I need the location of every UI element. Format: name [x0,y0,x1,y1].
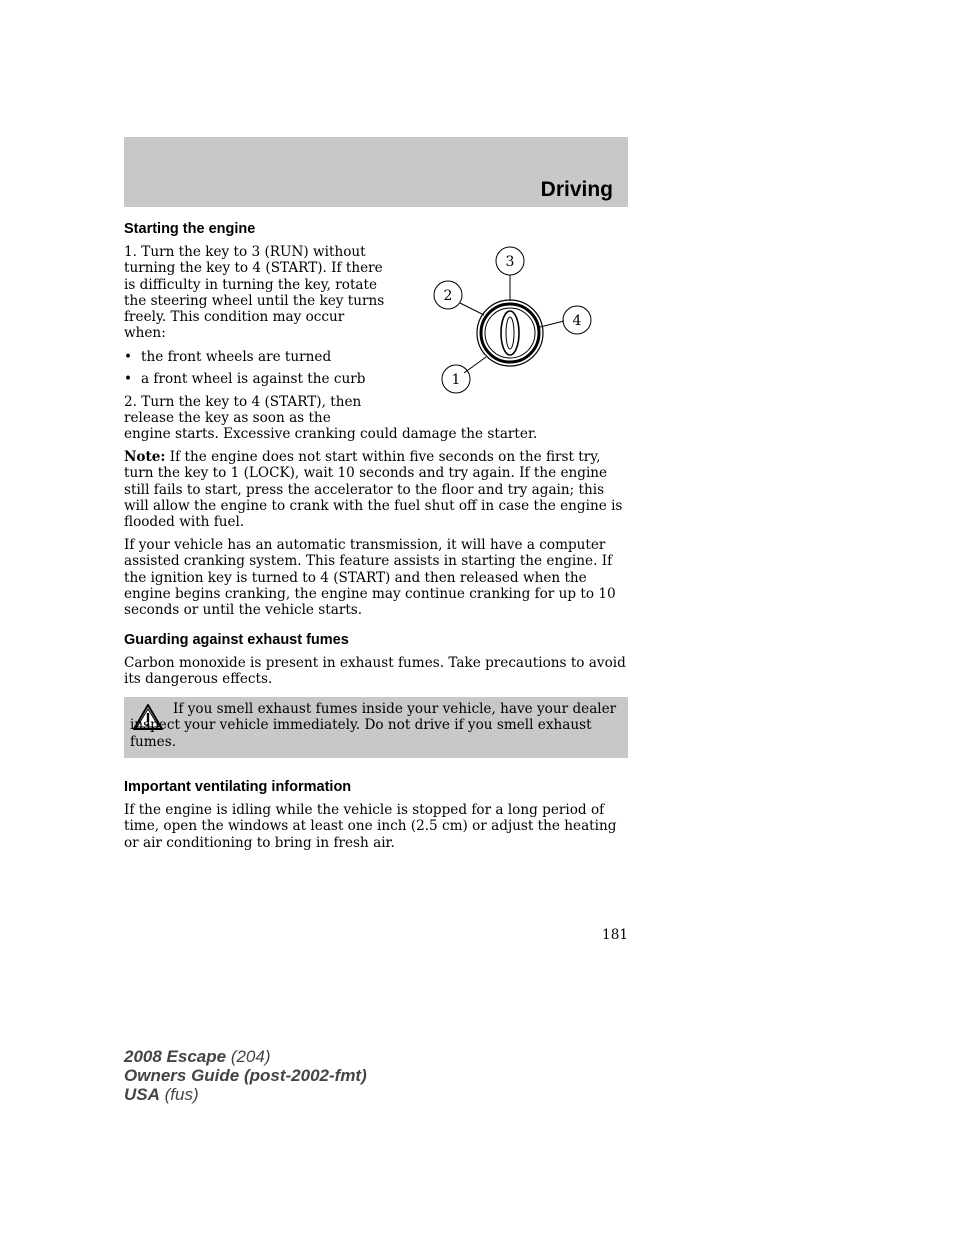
position-label-1: 1 [451,372,461,388]
warning-box [124,697,628,758]
footer-guide-line [124,1066,367,1085]
position-label-4: 4 [572,313,582,329]
bullet-item [124,371,365,387]
ignition-outer-ring [477,300,543,366]
footer-model: 2008 Escape [124,1047,227,1066]
note-label: Note: [124,449,166,465]
bullet-item [124,349,331,365]
section-title: Driving [540,178,613,201]
position-label-3: 3 [505,254,515,270]
step-2-paragraph-b: engine starts. Excessive cranking could damage the starter. [124,426,538,442]
footer-guide: Owners Guide (post-2002-fmt) [124,1066,367,1085]
note-text: If the engine does not start within five seconds on the first try, turn the key to 1 (LOCK), wait 10 seconds and try again. If the engine still fails to start, press the accelerator to the floor and try again; this will allow the engine to crank with the fuel shut off in case the engine is flooded with fuel. [124,449,623,531]
pointer-line-4 [540,321,564,327]
ignition-bezel [481,304,539,362]
heading-exhaust-fumes: Guarding against exhaust fumes [124,632,349,648]
bullet-text: the front wheels are turned [141,349,332,365]
step-2-paragraph-a: 2. Turn the key to 4 (START), then release the key as soon as the [124,394,362,427]
footer-model-line [124,1047,367,1066]
footer-model-code: (204) [226,1047,271,1066]
ignition-inner-ring [485,308,535,358]
heading-starting-engine: Starting the engine [124,221,256,237]
step-1-paragraph: 1. Turn the key to 3 (RUN) without turning the key to 4 (START). If there is difficulty in turning the key, rotate the steering wheel until the key turns freely. This condition may occur when: [124,244,385,342]
note-paragraph [124,449,630,530]
section-header-band [124,137,628,207]
footer-market-code: (fus) [159,1085,199,1104]
footer-market-line [124,1085,367,1104]
bullet-dot: • [124,349,133,365]
heading-ventilating: Important ventilating information [124,779,352,795]
document-footer [124,1047,367,1104]
automatic-transmission-paragraph: If your vehicle has an automatic transmission, it will have a computer assisted cranking system. This feature assists in starting the engine. If the ignition key is turned to 4 (START) and then released when the engine begins cranking, the engine may continue cranking for up to 10 seconds or until the vehicle starts. [124,537,616,619]
ventilating-paragraph: If the engine is idling while the vehicle is stopped for a long period of time, open the windows at least one inch (2.5 cm) or adjust the heating or air conditioning to bring in fresh air. [124,802,617,851]
position-label-2: 2 [443,288,453,304]
bullet-text: a front wheel is against the curb [141,371,366,387]
footer-market: USA [124,1085,160,1104]
page-number: 181 [602,927,628,943]
bullet-dot: • [124,371,133,387]
ignition-switch-diagram [430,245,600,395]
ignition-key-slot-inner [506,317,514,349]
exhaust-paragraph: Carbon monoxide is present in exhaust fumes. Take precautions to avoid its dangerous effects. [124,655,626,688]
pointer-line-2 [460,303,484,315]
warning-text: If you smell exhaust fumes inside your vehicle, have your dealer inspect your vehicle immediately. Do not drive if you smell exhaust fumes. [130,701,617,750]
ignition-key-slot [501,311,519,355]
